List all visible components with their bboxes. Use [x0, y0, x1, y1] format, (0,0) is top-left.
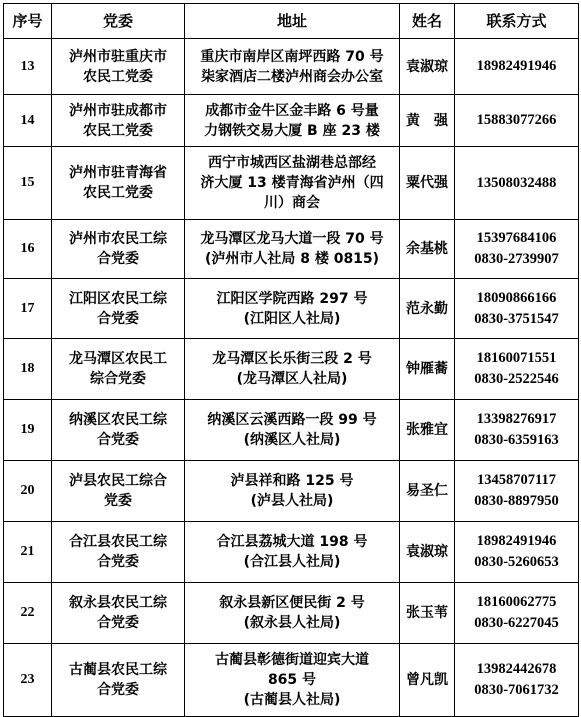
- addr-line: 西宁市城西区盐湖巷总部经: [208, 155, 376, 171]
- cell-tel: [455, 147, 579, 220]
- cell-tel: [455, 583, 579, 644]
- cell-name: 张玉苇: [400, 583, 455, 644]
- tel-line: 0830-2739907: [474, 251, 559, 267]
- org-line: 泸州市农民工综: [69, 231, 167, 247]
- org-line: 泸州市驻青海省: [69, 165, 167, 181]
- cell-org: [52, 95, 185, 147]
- cell-no: 13: [4, 39, 52, 95]
- cell-no: 23: [4, 644, 52, 717]
- addr-line: 泸县祥和路 125 号: [230, 473, 354, 489]
- org-line: 泸州市驻成都市: [69, 102, 167, 119]
- cell-no: 20: [4, 461, 52, 522]
- cell-org: [52, 339, 185, 400]
- addr-line: (泸县人社局): [250, 493, 334, 509]
- tel-line: 18982491946: [476, 533, 557, 549]
- cell-no: 17: [4, 279, 52, 339]
- table-row: [4, 461, 579, 522]
- cell-org: [52, 39, 185, 95]
- cell-tel: [455, 220, 579, 279]
- cell-name: 范永勤: [400, 279, 455, 339]
- cell-org: [52, 522, 185, 583]
- cell-addr: [185, 220, 400, 279]
- cell-name: 易圣仁: [400, 461, 455, 522]
- cell-no: 22: [4, 583, 52, 644]
- org-line: 古蔺县农民工综: [69, 662, 167, 678]
- cell-addr: [185, 279, 400, 339]
- cell-name: 张雅宜: [400, 400, 455, 461]
- tel-line: 0830-8897950: [474, 493, 559, 509]
- org-line: 党委: [104, 493, 132, 509]
- tel-line: 0830-7061732: [474, 682, 559, 698]
- cell-name: 曾凡凯: [400, 644, 455, 717]
- addr-line: 龙马潭区龙马大道一段 70 号: [200, 231, 384, 247]
- table-header-row: [4, 4, 579, 39]
- cell-addr: [185, 339, 400, 400]
- cell-addr: [185, 95, 400, 147]
- tel-line: 18160071551: [476, 350, 557, 366]
- addr-line: 叙永县新区便民街 2 号: [219, 595, 365, 611]
- cell-tel: [455, 522, 579, 583]
- cell-name: 袁淑琼: [400, 522, 455, 583]
- header-name: 姓名: [400, 4, 455, 39]
- cell-addr: [185, 39, 400, 95]
- table-row: [4, 583, 579, 644]
- table-row: [4, 644, 579, 717]
- table-row: [4, 95, 579, 147]
- cell-org: [52, 583, 185, 644]
- cell-addr: [185, 461, 400, 522]
- table-row: [4, 279, 579, 339]
- org-line: 农民工党委: [83, 122, 153, 139]
- cell-tel: [455, 461, 579, 522]
- tel-line: 15883077266: [476, 112, 557, 128]
- cell-no: 15: [4, 147, 52, 220]
- cell-org: [52, 147, 185, 220]
- cell-name: 钟雁蕎: [400, 339, 455, 400]
- header-addr: 地址: [185, 4, 400, 39]
- addr-line: (江阳区人社局): [243, 310, 341, 327]
- addr-line: (合江县人社局): [243, 554, 341, 570]
- cell-tel: [455, 339, 579, 400]
- table-row: [4, 39, 579, 95]
- org-line: 纳溪区农民工综: [69, 412, 167, 428]
- table-row: [4, 339, 579, 400]
- cell-org: [52, 461, 185, 522]
- org-line: 合党委: [97, 310, 139, 327]
- cell-tel: [455, 279, 579, 339]
- tel-line: 0830-2522546: [474, 371, 559, 387]
- cell-addr: [185, 644, 400, 717]
- cell-addr: [185, 522, 400, 583]
- cell-name: 黄 强: [400, 95, 455, 147]
- tel-line: 13398276917: [476, 411, 557, 427]
- org-line: 综合党委: [90, 371, 146, 387]
- org-line: 合党委: [97, 554, 139, 570]
- addr-line: 重庆市南岸区南坪西路 70 号: [200, 48, 384, 65]
- tel-line: 0830-5260653: [474, 554, 559, 570]
- cell-name: 余基桃: [400, 220, 455, 279]
- cell-org: [52, 220, 185, 279]
- org-line: 泸县农民工综合: [69, 473, 167, 489]
- tel-line: 13508032488: [476, 174, 557, 191]
- org-line: 泸州市驻重庆市: [69, 48, 167, 65]
- cell-addr: [185, 583, 400, 644]
- cell-no: 19: [4, 400, 52, 461]
- tel-line: 0830-6359163: [474, 432, 559, 448]
- org-line: 合党委: [97, 251, 139, 267]
- table-row: [4, 220, 579, 279]
- cell-no: 21: [4, 522, 52, 583]
- cell-no: 18: [4, 339, 52, 400]
- header-no: 序号: [4, 4, 52, 39]
- org-line: 叙永县农民工综: [69, 595, 167, 611]
- org-line: 合党委: [97, 682, 139, 698]
- table-row: [4, 147, 579, 220]
- addr-line: 柒家酒店二楼泸州商会办公室: [201, 68, 383, 85]
- cell-org: [52, 644, 185, 717]
- org-line: 合党委: [97, 432, 139, 448]
- tel-line: 13458707117: [477, 472, 556, 488]
- tel-line: 15397684106: [476, 230, 557, 246]
- addr-line: 成都市金牛区金丰路 6 号量: [205, 102, 379, 119]
- addr-line: 济大厦 13 楼青海省泸州（四: [200, 175, 384, 191]
- cell-tel: [455, 644, 579, 717]
- addr-line: (泸州市人社局 8 楼 0815): [204, 251, 380, 267]
- org-line: 江阳区农民工综: [69, 290, 167, 307]
- org-line: 合江县农民工综: [69, 534, 167, 550]
- cell-name: 袁淑琼: [400, 39, 455, 95]
- header-org: 党委: [52, 4, 185, 39]
- cell-org: [52, 279, 185, 339]
- addr-line: (叙永县人社局): [243, 615, 341, 631]
- addr-line: 力钢铁交易大厦 B 座 23 楼: [204, 122, 380, 139]
- tel-line: 18982491946: [476, 58, 557, 74]
- addr-line: (龙马潭区人社局): [236, 371, 348, 387]
- tel-line: 18090866166: [476, 289, 557, 306]
- addr-line: 865 号: [267, 672, 317, 688]
- addr-line: 川）商会: [264, 195, 320, 211]
- addr-line: 纳溪区云溪西路一段 99 号: [207, 412, 377, 428]
- org-line: 合党委: [97, 615, 139, 631]
- tel-line: 0830-6227045: [474, 615, 559, 631]
- table-row: [4, 400, 579, 461]
- org-line: 龙马潭区农民工: [69, 351, 167, 367]
- cell-tel: [455, 400, 579, 461]
- party-committee-contact-table: [3, 3, 579, 717]
- cell-name: 粟代强: [400, 147, 455, 220]
- tel-line: 0830-3751547: [474, 310, 559, 327]
- org-line: 农民工党委: [83, 185, 153, 201]
- cell-tel: [455, 39, 579, 95]
- table-row: [4, 522, 579, 583]
- cell-no: 14: [4, 95, 52, 147]
- cell-no: 16: [4, 220, 52, 279]
- tel-line: 13982442678: [476, 661, 557, 677]
- cell-addr: [185, 400, 400, 461]
- cell-tel: [455, 95, 579, 147]
- addr-line: (纳溪区人社局): [243, 432, 341, 448]
- cell-org: [52, 400, 185, 461]
- tel-line: 18160062775: [476, 594, 557, 610]
- addr-line: 合江县荔城大道 198 号: [216, 534, 368, 550]
- org-line: 农民工党委: [83, 68, 153, 85]
- header-tel: 联系方式: [455, 4, 579, 39]
- addr-line: 江阳区学院西路 297 号: [216, 290, 368, 307]
- cell-addr: [185, 147, 400, 220]
- addr-line: 龙马潭区长乐街三段 2 号: [212, 351, 372, 367]
- addr-line: 古蔺县彰德街道迎宾大道: [215, 652, 369, 668]
- addr-line: (古蔺县人社局): [243, 692, 341, 708]
